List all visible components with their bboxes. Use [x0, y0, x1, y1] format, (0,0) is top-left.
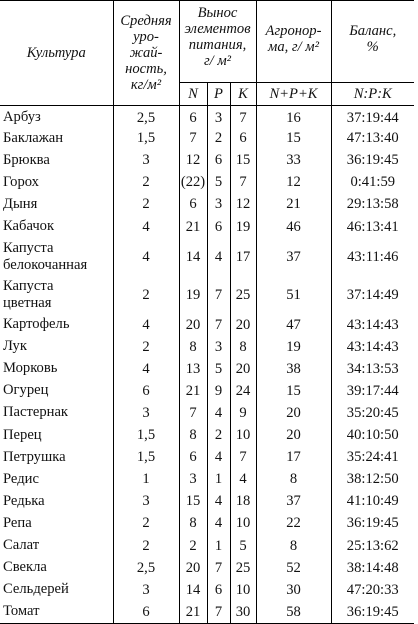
cell-ratio: 40:10:50	[331, 425, 414, 447]
table-row	[0, 336, 414, 358]
cell-npk: 33	[256, 150, 331, 172]
cell-k: 8	[230, 336, 256, 358]
cell-ratio: 38:14:48	[331, 557, 414, 579]
table-row	[0, 358, 414, 380]
culture-name-line: Огурец	[3, 382, 49, 399]
cell-p: 2	[207, 128, 230, 150]
cell-yield: 3	[113, 150, 179, 172]
table-row	[0, 106, 414, 128]
table-row	[0, 380, 414, 402]
culture-name-line: Арбуз	[3, 109, 41, 125]
cell-p: 5	[207, 358, 230, 380]
cell-yield: 3	[113, 402, 179, 424]
cell-n: 6	[179, 447, 207, 469]
cell-ratio: 36:19:45	[331, 150, 414, 172]
cell-npk: 38	[256, 358, 331, 380]
cell-yield: 2	[113, 513, 179, 535]
cell-k: 19	[230, 216, 256, 238]
cell-p: 4	[207, 402, 230, 424]
cell-yield: 3	[113, 579, 179, 601]
cell-yield: 2	[113, 535, 179, 557]
cell-k: 10	[230, 513, 256, 535]
table-row	[0, 425, 414, 447]
table-row	[0, 150, 414, 172]
cell-k: 25	[230, 276, 256, 314]
header-ratio: N:P:K	[331, 83, 414, 106]
table-row	[0, 557, 414, 579]
cell-n: 7	[179, 402, 207, 424]
culture-name-line: Петрушка	[3, 448, 66, 465]
cell-yield: 2	[113, 276, 179, 314]
culture-name-line: Горох	[3, 173, 39, 190]
cell-npk: 51	[256, 276, 331, 314]
cell-ratio: 0:41:59	[331, 172, 414, 194]
culture-name-line: Редька	[3, 492, 45, 509]
cell-npk: 46	[256, 216, 331, 238]
cell-culture	[0, 216, 113, 238]
cell-yield: 6	[113, 380, 179, 402]
culture-name-line: Салат	[3, 537, 40, 553]
header-avg_yield-line: Средняя	[120, 13, 172, 29]
cell-ratio: 38:12:50	[331, 469, 414, 491]
cell-culture	[0, 425, 113, 447]
cell-ratio: 35:20:45	[331, 402, 414, 424]
header-removal-line: питания,	[188, 37, 247, 53]
header-removal-line: г/ м²	[203, 53, 232, 69]
cell-ratio: 29:13:58	[331, 194, 414, 216]
cell-ratio: 43:14:43	[331, 336, 414, 358]
cell-culture	[0, 535, 113, 557]
culture-name-line: Редис	[3, 470, 39, 487]
cell-yield: 2,5	[113, 557, 179, 579]
culture-name-line: Сельдерей	[3, 581, 69, 598]
cell-p: 9	[207, 380, 230, 402]
table-row	[0, 447, 414, 469]
culture-name-line: Свекла	[3, 559, 47, 576]
cell-n: 13	[179, 358, 207, 380]
cell-npk: 8	[256, 535, 331, 557]
cell-npk: 8	[256, 469, 331, 491]
header-n: N	[179, 83, 207, 106]
cell-npk: 20	[256, 425, 331, 447]
cell-yield: 1,5	[113, 425, 179, 447]
cell-n: 20	[179, 557, 207, 579]
header-avg_yield-line: ность,	[125, 61, 167, 77]
cell-culture	[0, 238, 113, 276]
header-culture: Культура	[0, 1, 113, 106]
cell-n: 8	[179, 425, 207, 447]
cell-ratio: 36:19:45	[331, 601, 414, 623]
header-p: P	[207, 83, 230, 106]
header-k: K	[230, 83, 256, 106]
cell-ratio: 37:14:49	[331, 276, 414, 314]
cell-ratio: 41:10:49	[331, 491, 414, 513]
cell-n: 14	[179, 238, 207, 276]
cell-npk: 58	[256, 601, 331, 623]
cell-ratio: 43:11:46	[331, 238, 414, 276]
cell-p: 3	[207, 106, 230, 128]
cell-k: 30	[230, 601, 256, 623]
cell-npk: 17	[256, 447, 331, 469]
table-row	[0, 601, 414, 623]
cell-n: 21	[179, 380, 207, 402]
cell-p: 6	[207, 150, 230, 172]
cell-culture	[0, 276, 113, 314]
cell-p: 4	[207, 491, 230, 513]
cell-n: 14	[179, 579, 207, 601]
cell-yield: 6	[113, 601, 179, 623]
cell-p: 2	[207, 425, 230, 447]
cell-npk: 22	[256, 513, 331, 535]
culture-name-line: Баклажан	[3, 129, 64, 146]
table-row	[0, 491, 414, 513]
cell-k: 12	[230, 194, 256, 216]
cell-culture	[0, 106, 113, 128]
cell-npk: 15	[256, 380, 331, 402]
cell-culture	[0, 447, 113, 469]
header-avg_yield-line: уро-	[133, 29, 159, 45]
cell-ratio: 25:13:62	[331, 535, 414, 557]
cell-yield: 3	[113, 491, 179, 513]
cell-n: 7	[179, 128, 207, 150]
culture-name-line: Лук	[3, 338, 27, 355]
header-removal-line: Вынос	[197, 5, 238, 21]
cell-yield: 2	[113, 172, 179, 194]
cell-p: 4	[207, 513, 230, 535]
cell-yield: 1	[113, 469, 179, 491]
table-row	[0, 194, 414, 216]
cell-ratio: 47:13:40	[331, 128, 414, 150]
cell-culture	[0, 557, 113, 579]
cell-n: 2	[179, 535, 207, 557]
table-row	[0, 402, 414, 424]
cell-k: 10	[230, 579, 256, 601]
table-row	[0, 513, 414, 535]
table-row	[0, 238, 414, 276]
cell-p: 7	[207, 601, 230, 623]
header-balance-line: Баланс,	[349, 23, 397, 39]
cell-n: 21	[179, 601, 207, 623]
header-avg_yield-line: кг/м²	[130, 77, 162, 93]
culture-name-line: Морковь	[3, 360, 58, 377]
cell-yield: 2,5	[113, 106, 179, 128]
cell-n: 21	[179, 216, 207, 238]
cell-ratio: 46:13:41	[331, 216, 414, 238]
culture-name-line: белокочанная	[3, 257, 88, 274]
cell-yield: 2	[113, 194, 179, 216]
cell-p: 6	[207, 216, 230, 238]
cell-culture	[0, 513, 113, 535]
cell-p: 3	[207, 336, 230, 358]
table-row	[0, 216, 414, 238]
cell-n: 6	[179, 106, 207, 128]
cell-n: 8	[179, 336, 207, 358]
cell-yield: 4	[113, 216, 179, 238]
cell-p: 1	[207, 469, 230, 491]
cell-n: 20	[179, 314, 207, 336]
cell-n: 3	[179, 469, 207, 491]
header-avg_yield-line: жай-	[129, 45, 163, 61]
cell-yield: 4	[113, 238, 179, 276]
table-row	[0, 469, 414, 491]
cell-n: 6	[179, 194, 207, 216]
table-row	[0, 535, 414, 557]
cell-k: 4	[230, 469, 256, 491]
culture-name-line: Кабачок	[3, 217, 55, 234]
cell-yield: 4	[113, 314, 179, 336]
cell-culture	[0, 194, 113, 216]
table-row	[0, 172, 414, 194]
header-agronorm-line: ма, г/ м²	[268, 39, 319, 55]
table-row	[0, 314, 414, 336]
cell-n: 12	[179, 150, 207, 172]
header-nutrient-removal	[179, 1, 256, 83]
cell-culture	[0, 601, 113, 623]
cell-p: 7	[207, 276, 230, 314]
cell-npk: 16	[256, 106, 331, 128]
cell-ratio: 36:19:45	[331, 513, 414, 535]
cell-p: 4	[207, 238, 230, 276]
cell-p: 3	[207, 194, 230, 216]
cell-n: 15	[179, 491, 207, 513]
cell-culture	[0, 128, 113, 150]
culture-name-line: Картофель	[3, 316, 70, 333]
cell-culture	[0, 380, 113, 402]
cell-culture	[0, 469, 113, 491]
cell-p: 7	[207, 557, 230, 579]
cell-k: 18	[230, 491, 256, 513]
cell-k: 20	[230, 314, 256, 336]
header-average-yield	[113, 1, 179, 106]
cell-n: 19	[179, 276, 207, 314]
header-npk: N+P+K	[256, 83, 331, 106]
cell-culture	[0, 579, 113, 601]
culture-name-line: Капуста	[3, 240, 54, 257]
cell-k: 25	[230, 557, 256, 579]
cell-p: 5	[207, 172, 230, 194]
cell-k: 20	[230, 358, 256, 380]
cell-k: 24	[230, 380, 256, 402]
cell-npk: 52	[256, 557, 331, 579]
cell-yield: 1,5	[113, 447, 179, 469]
cell-npk: 21	[256, 194, 331, 216]
cell-ratio: 47:20:33	[331, 579, 414, 601]
table-row	[0, 128, 414, 150]
culture-name-line: Брюква	[3, 151, 50, 168]
cell-yield: 4	[113, 358, 179, 380]
cell-k: 5	[230, 535, 256, 557]
culture-name-line: Репа	[3, 514, 32, 531]
cell-k: 9	[230, 402, 256, 424]
culture-name-line: Капуста	[3, 278, 54, 295]
cell-n: 8	[179, 513, 207, 535]
cell-npk: 19	[256, 336, 331, 358]
culture-name-line: Перец	[3, 426, 42, 443]
cell-ratio: 39:17:44	[331, 380, 414, 402]
culture-name-line: Дыня	[3, 195, 38, 212]
cell-k: 15	[230, 150, 256, 172]
cell-npk: 37	[256, 491, 331, 513]
header-agronorm-line: Агронор-	[265, 23, 322, 39]
table-row	[0, 579, 414, 601]
cell-k: 17	[230, 238, 256, 276]
cell-npk: 47	[256, 314, 331, 336]
cell-p: 4	[207, 447, 230, 469]
header-balance	[331, 1, 414, 83]
cell-ratio: 37:19:44	[331, 106, 414, 128]
header-agronorm	[256, 1, 331, 83]
cell-yield: 2	[113, 336, 179, 358]
cell-k: 7	[230, 172, 256, 194]
cell-p: 1	[207, 535, 230, 557]
cell-p: 7	[207, 314, 230, 336]
cell-p: 6	[207, 579, 230, 601]
cell-ratio: 43:14:43	[331, 314, 414, 336]
table-body	[0, 106, 414, 624]
culture-name-line: цветная	[3, 295, 52, 312]
cell-k: 10	[230, 425, 256, 447]
cell-culture	[0, 172, 113, 194]
cell-npk: 12	[256, 172, 331, 194]
cell-k: 6	[230, 128, 256, 150]
cell-culture	[0, 402, 113, 424]
table-header	[0, 1, 414, 106]
cell-culture	[0, 150, 113, 172]
cell-npk: 20	[256, 402, 331, 424]
table-row	[0, 276, 414, 314]
cell-k: 7	[230, 447, 256, 469]
cell-yield: 1,5	[113, 128, 179, 150]
culture-name-line: Томат	[3, 603, 40, 620]
cell-npk: 30	[256, 579, 331, 601]
cell-ratio: 35:24:41	[331, 447, 414, 469]
cell-culture	[0, 314, 113, 336]
cell-k: 7	[230, 106, 256, 128]
cell-culture	[0, 358, 113, 380]
header-removal-line: элементов	[184, 21, 251, 37]
cell-n: (22)	[179, 172, 207, 194]
cell-culture	[0, 491, 113, 513]
culture-name-line: Пастернак	[3, 404, 69, 421]
cell-npk: 15	[256, 128, 331, 150]
cell-culture	[0, 336, 113, 358]
header-balance-line: %	[366, 39, 379, 55]
cell-ratio: 34:13:53	[331, 358, 414, 380]
cell-npk: 37	[256, 238, 331, 276]
